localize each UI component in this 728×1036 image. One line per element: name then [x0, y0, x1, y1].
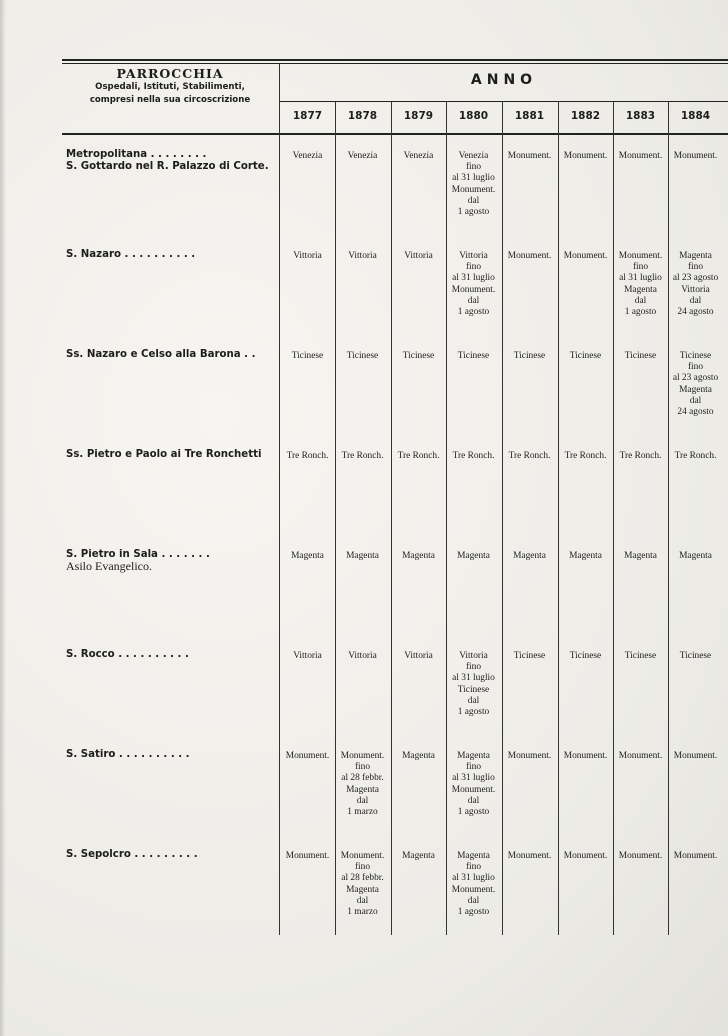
district-cell-line: dal: [467, 295, 480, 306]
district-cell-line: Monument.: [618, 251, 663, 261]
district-cell-line: fino: [687, 362, 704, 373]
district-cell-line: Monument.: [507, 251, 552, 261]
district-cell-line: Monument.: [507, 851, 552, 861]
parish-name-line: S. Rocco . . . . . . . . . .: [66, 649, 189, 660]
district-cell-line: al 31 luglio: [619, 273, 662, 284]
district-cell-line: Tre Ronch.: [619, 451, 662, 461]
parish-name: [66, 449, 278, 461]
district-cell-line: al 23 agosto: [672, 373, 719, 384]
district-cell-line: Magenta: [457, 851, 490, 861]
district-cell: [668, 551, 723, 562]
district-cell: [335, 151, 390, 162]
district-cell: [391, 551, 446, 562]
parish-subtitle-2: compresi nella sua circoscrizione: [89, 95, 251, 105]
year-header: 1877: [292, 110, 323, 122]
district-cell-line: Tre Ronch.: [674, 451, 717, 461]
district-cell-line: Ticinese: [679, 351, 712, 361]
district-cell: [391, 151, 446, 162]
district-cell-line: Monument.: [618, 851, 663, 861]
district-cell-line: al 31 luglio: [452, 173, 495, 184]
district-cell-line: fino: [687, 262, 704, 273]
year-title: ANNO: [470, 72, 538, 88]
district-cell: [558, 151, 613, 162]
district-cell-line: Vittoria: [681, 284, 710, 295]
district-cell: [391, 351, 446, 362]
district-cell-line: Monument.: [563, 151, 608, 161]
parish-name-line-2: Asilo Evangelico.: [66, 558, 152, 573]
district-cell-line: Ticinese: [457, 351, 490, 361]
district-cell: [446, 751, 501, 818]
district-cell: [558, 351, 613, 362]
year-column-divider: [668, 102, 669, 935]
year-column-divider: [613, 102, 614, 935]
district-cell-line: Ticinese: [346, 351, 379, 361]
district-cell-line: dal: [467, 795, 480, 806]
year-column-divider: [391, 102, 392, 935]
district-cell-line: Monument.: [285, 851, 330, 861]
parish-name: [66, 149, 278, 172]
parish-name: [66, 749, 278, 761]
district-cell-line: Monument.: [563, 751, 608, 761]
district-cell-line: 1 marzo: [347, 907, 378, 918]
district-cell-line: al 28 febbr.: [341, 873, 384, 884]
district-cell: [391, 251, 446, 262]
year-header: 1880: [458, 110, 489, 122]
parish-subtitle-1: Ospedali, Istituti, Stabilimenti,: [95, 82, 245, 92]
district-cell-line: dal: [467, 195, 480, 206]
district-cell-line: Monument.: [507, 151, 552, 161]
district-cell: [668, 351, 723, 418]
district-cell-line: Ticinese: [457, 684, 490, 695]
parish-name-line: Ss. Pietro e Paolo ai Tre Ronchetti: [66, 449, 262, 460]
district-cell-line: Ticinese: [624, 651, 657, 661]
district-cell: [613, 351, 668, 362]
year-header: 1881: [514, 110, 545, 122]
district-cell-line: Magenta: [346, 884, 379, 895]
district-cell-line: Tre Ronch.: [564, 451, 607, 461]
district-cell-line: dal: [467, 695, 480, 706]
district-cell-line: 1 agosto: [457, 207, 490, 218]
year-header-rule: [280, 101, 728, 102]
district-cell-line: Venezia: [403, 151, 434, 161]
district-cell-line: al 31 luglio: [452, 773, 495, 784]
district-cell-line: Vittoria: [293, 651, 322, 661]
district-cell-line: dal: [467, 895, 480, 906]
district-cell: [613, 451, 668, 462]
district-cell-line: Monument.: [285, 751, 330, 761]
district-cell: [280, 451, 335, 462]
district-cell: [446, 351, 501, 362]
district-cell-line: Monument.: [340, 751, 385, 761]
district-cell-line: fino: [465, 262, 482, 273]
district-cell: [280, 151, 335, 162]
district-cell: [280, 651, 335, 662]
district-cell-line: Tre Ronch.: [286, 451, 329, 461]
district-cell: [668, 251, 723, 318]
district-cell: [502, 851, 557, 862]
district-cell-line: Venezia: [458, 151, 489, 161]
district-cell-line: Monument.: [563, 851, 608, 861]
parish-name-line: S. Nazaro . . . . . . . . . .: [66, 249, 196, 260]
district-cell-line: Magenta: [679, 384, 712, 395]
parish-title: PARROCCHIA: [116, 66, 224, 81]
district-cell-line: Magenta: [457, 551, 490, 561]
district-cell: [335, 351, 390, 362]
district-cell-line: dal: [634, 295, 647, 306]
district-cell-line: Monument.: [507, 751, 552, 761]
district-cell-line: Tre Ronch.: [341, 451, 384, 461]
district-cell: [502, 651, 557, 662]
district-cell-line: Ticinese: [402, 351, 435, 361]
district-cell-line: Magenta: [679, 251, 712, 261]
district-cell-line: Tre Ronch.: [397, 451, 440, 461]
district-cell: [558, 551, 613, 562]
district-cell-line: Monument.: [340, 851, 385, 861]
district-cell: [446, 851, 501, 918]
district-cell-line: Magenta: [402, 551, 435, 561]
district-cell-line: fino: [354, 862, 371, 873]
district-cell: [613, 851, 668, 862]
district-cell-line: Magenta: [624, 284, 657, 295]
district-cell-line: Vittoria: [348, 251, 377, 261]
district-cell-line: fino: [465, 662, 482, 673]
district-cell: [668, 751, 723, 762]
parish-name: [66, 649, 278, 661]
district-cell: [613, 551, 668, 562]
district-cell-line: 1 agosto: [457, 807, 490, 818]
district-cell: [280, 751, 335, 762]
parish-name: [66, 249, 278, 261]
parish-name-line: S. Satiro . . . . . . . . . .: [66, 749, 190, 760]
district-cell-line: Venezia: [347, 151, 378, 161]
district-cell: [668, 651, 723, 662]
district-cell-line: 1 agosto: [624, 307, 657, 318]
district-cell-line: Vittoria: [459, 651, 488, 661]
district-cell-line: Ticinese: [513, 651, 546, 661]
district-cell: [335, 651, 390, 662]
district-cell: [668, 851, 723, 862]
district-cell-line: Ticinese: [569, 351, 602, 361]
district-cell-line: Monument.: [563, 251, 608, 261]
district-cell: [502, 151, 557, 162]
district-cell-line: dal: [356, 795, 369, 806]
district-cell-line: Magenta: [346, 784, 379, 795]
district-cell-line: Monument.: [451, 784, 496, 795]
parish-column-header: [62, 66, 278, 107]
district-cell: [391, 751, 446, 762]
parish-name: [66, 849, 278, 861]
district-cell: [446, 551, 501, 562]
district-cell: [335, 451, 390, 462]
header-bottom-rule: [62, 133, 728, 135]
parish-name: [66, 549, 278, 572]
district-cell: [280, 551, 335, 562]
district-cell-line: Magenta: [346, 551, 379, 561]
district-cell-line: Vittoria: [459, 251, 488, 261]
district-cell: [502, 251, 557, 262]
district-cell-line: Monument.: [673, 151, 718, 161]
district-cell-line: Magenta: [624, 551, 657, 561]
district-cell: [335, 251, 390, 262]
district-cell-line: Monument.: [451, 184, 496, 195]
district-cell-line: Magenta: [679, 551, 712, 561]
district-cell: [668, 151, 723, 162]
district-cell: [613, 251, 668, 318]
district-cell-line: Magenta: [513, 551, 546, 561]
district-cell: [335, 551, 390, 562]
district-cell-line: Ticinese: [624, 351, 657, 361]
district-cell-line: dal: [689, 395, 702, 406]
district-cell: [558, 851, 613, 862]
parish-name-line: S. Pietro in Sala . . . . . . .: [66, 549, 210, 560]
district-cell-line: 24 agosto: [677, 407, 714, 418]
scan-edge: [0, 0, 6, 1036]
year-header: 1878: [347, 110, 378, 122]
parish-name-line: Ss. Nazaro e Celso alla Barona . .: [66, 349, 256, 360]
parish-name-line-2: S. Gottardo nel R. Palazzo di Corte.: [66, 160, 269, 172]
district-cell-line: dal: [356, 895, 369, 906]
district-cell-line: Vittoria: [404, 251, 433, 261]
district-cell-line: al 23 agosto: [672, 273, 719, 284]
district-cell-line: Magenta: [457, 751, 490, 761]
district-cell: [502, 451, 557, 462]
district-cell-line: Magenta: [291, 551, 324, 561]
district-cell-line: Ticinese: [291, 351, 324, 361]
year-header: 1884: [680, 110, 711, 122]
district-cell-line: al 31 luglio: [452, 873, 495, 884]
district-cell-line: Magenta: [402, 751, 435, 761]
district-cell: [558, 451, 613, 462]
district-cell: [280, 351, 335, 362]
top-rule-thick: [62, 59, 728, 61]
top-rule-thin: [62, 63, 728, 64]
district-cell-line: fino: [465, 762, 482, 773]
district-cell-line: Vittoria: [404, 651, 433, 661]
district-cell-line: Monument.: [673, 851, 718, 861]
district-cell-line: fino: [632, 262, 649, 273]
district-cell: [391, 651, 446, 662]
district-cell: [446, 451, 501, 462]
district-cell-line: Monument.: [618, 151, 663, 161]
district-cell-line: Monument.: [673, 751, 718, 761]
district-cell: [280, 251, 335, 262]
district-cell: [558, 751, 613, 762]
district-cell-line: Magenta: [569, 551, 602, 561]
district-cell-line: Ticinese: [679, 651, 712, 661]
year-column-divider: [502, 102, 503, 935]
district-cell: [446, 251, 501, 318]
parish-column-divider: [279, 64, 280, 935]
district-cell-line: 1 agosto: [457, 307, 490, 318]
district-cell-line: Magenta: [402, 851, 435, 861]
district-cell: [280, 851, 335, 862]
district-cell-line: Ticinese: [513, 351, 546, 361]
district-cell-line: Monument.: [618, 751, 663, 761]
district-cell: [613, 151, 668, 162]
district-cell-line: Ticinese: [569, 651, 602, 661]
district-cell: [613, 751, 668, 762]
district-cell: [391, 851, 446, 862]
district-cell-line: Monument.: [451, 884, 496, 895]
district-cell: [558, 251, 613, 262]
district-cell: [502, 751, 557, 762]
district-cell-line: Monument.: [451, 284, 496, 295]
parish-name-line: S. Sepolcro . . . . . . . . .: [66, 849, 198, 860]
district-cell-line: Tre Ronch.: [452, 451, 495, 461]
district-cell-line: Vittoria: [293, 251, 322, 261]
district-cell: [502, 351, 557, 362]
district-cell-line: Tre Ronch.: [508, 451, 551, 461]
district-cell: [668, 451, 723, 462]
district-cell: [446, 651, 501, 718]
district-cell: [391, 451, 446, 462]
year-header: 1879: [403, 110, 434, 122]
parish-name: [66, 349, 278, 361]
district-cell: [502, 551, 557, 562]
district-cell-line: al 28 febbr.: [341, 773, 384, 784]
district-cell: [446, 151, 501, 218]
district-cell: [335, 851, 390, 918]
district-cell: [558, 651, 613, 662]
district-cell-line: Vittoria: [348, 651, 377, 661]
district-cell-line: dal: [689, 295, 702, 306]
district-cell: [335, 751, 390, 818]
district-cell-line: 1 marzo: [347, 807, 378, 818]
year-header: 1882: [570, 110, 601, 122]
district-cell-line: al 31 luglio: [452, 273, 495, 284]
district-cell-line: 24 agosto: [677, 307, 714, 318]
district-cell-line: al 31 luglio: [452, 673, 495, 684]
year-column-divider: [558, 102, 559, 935]
district-cell-line: Venezia: [292, 151, 323, 161]
district-cell-line: 1 agosto: [457, 707, 490, 718]
district-cell: [613, 651, 668, 662]
district-cell-line: fino: [465, 862, 482, 873]
year-header: 1883: [625, 110, 656, 122]
district-cell-line: fino: [465, 162, 482, 173]
district-cell-line: fino: [354, 762, 371, 773]
district-cell-line: 1 agosto: [457, 907, 490, 918]
parish-name-line: Metropolitana . . . . . . . .: [66, 149, 207, 160]
